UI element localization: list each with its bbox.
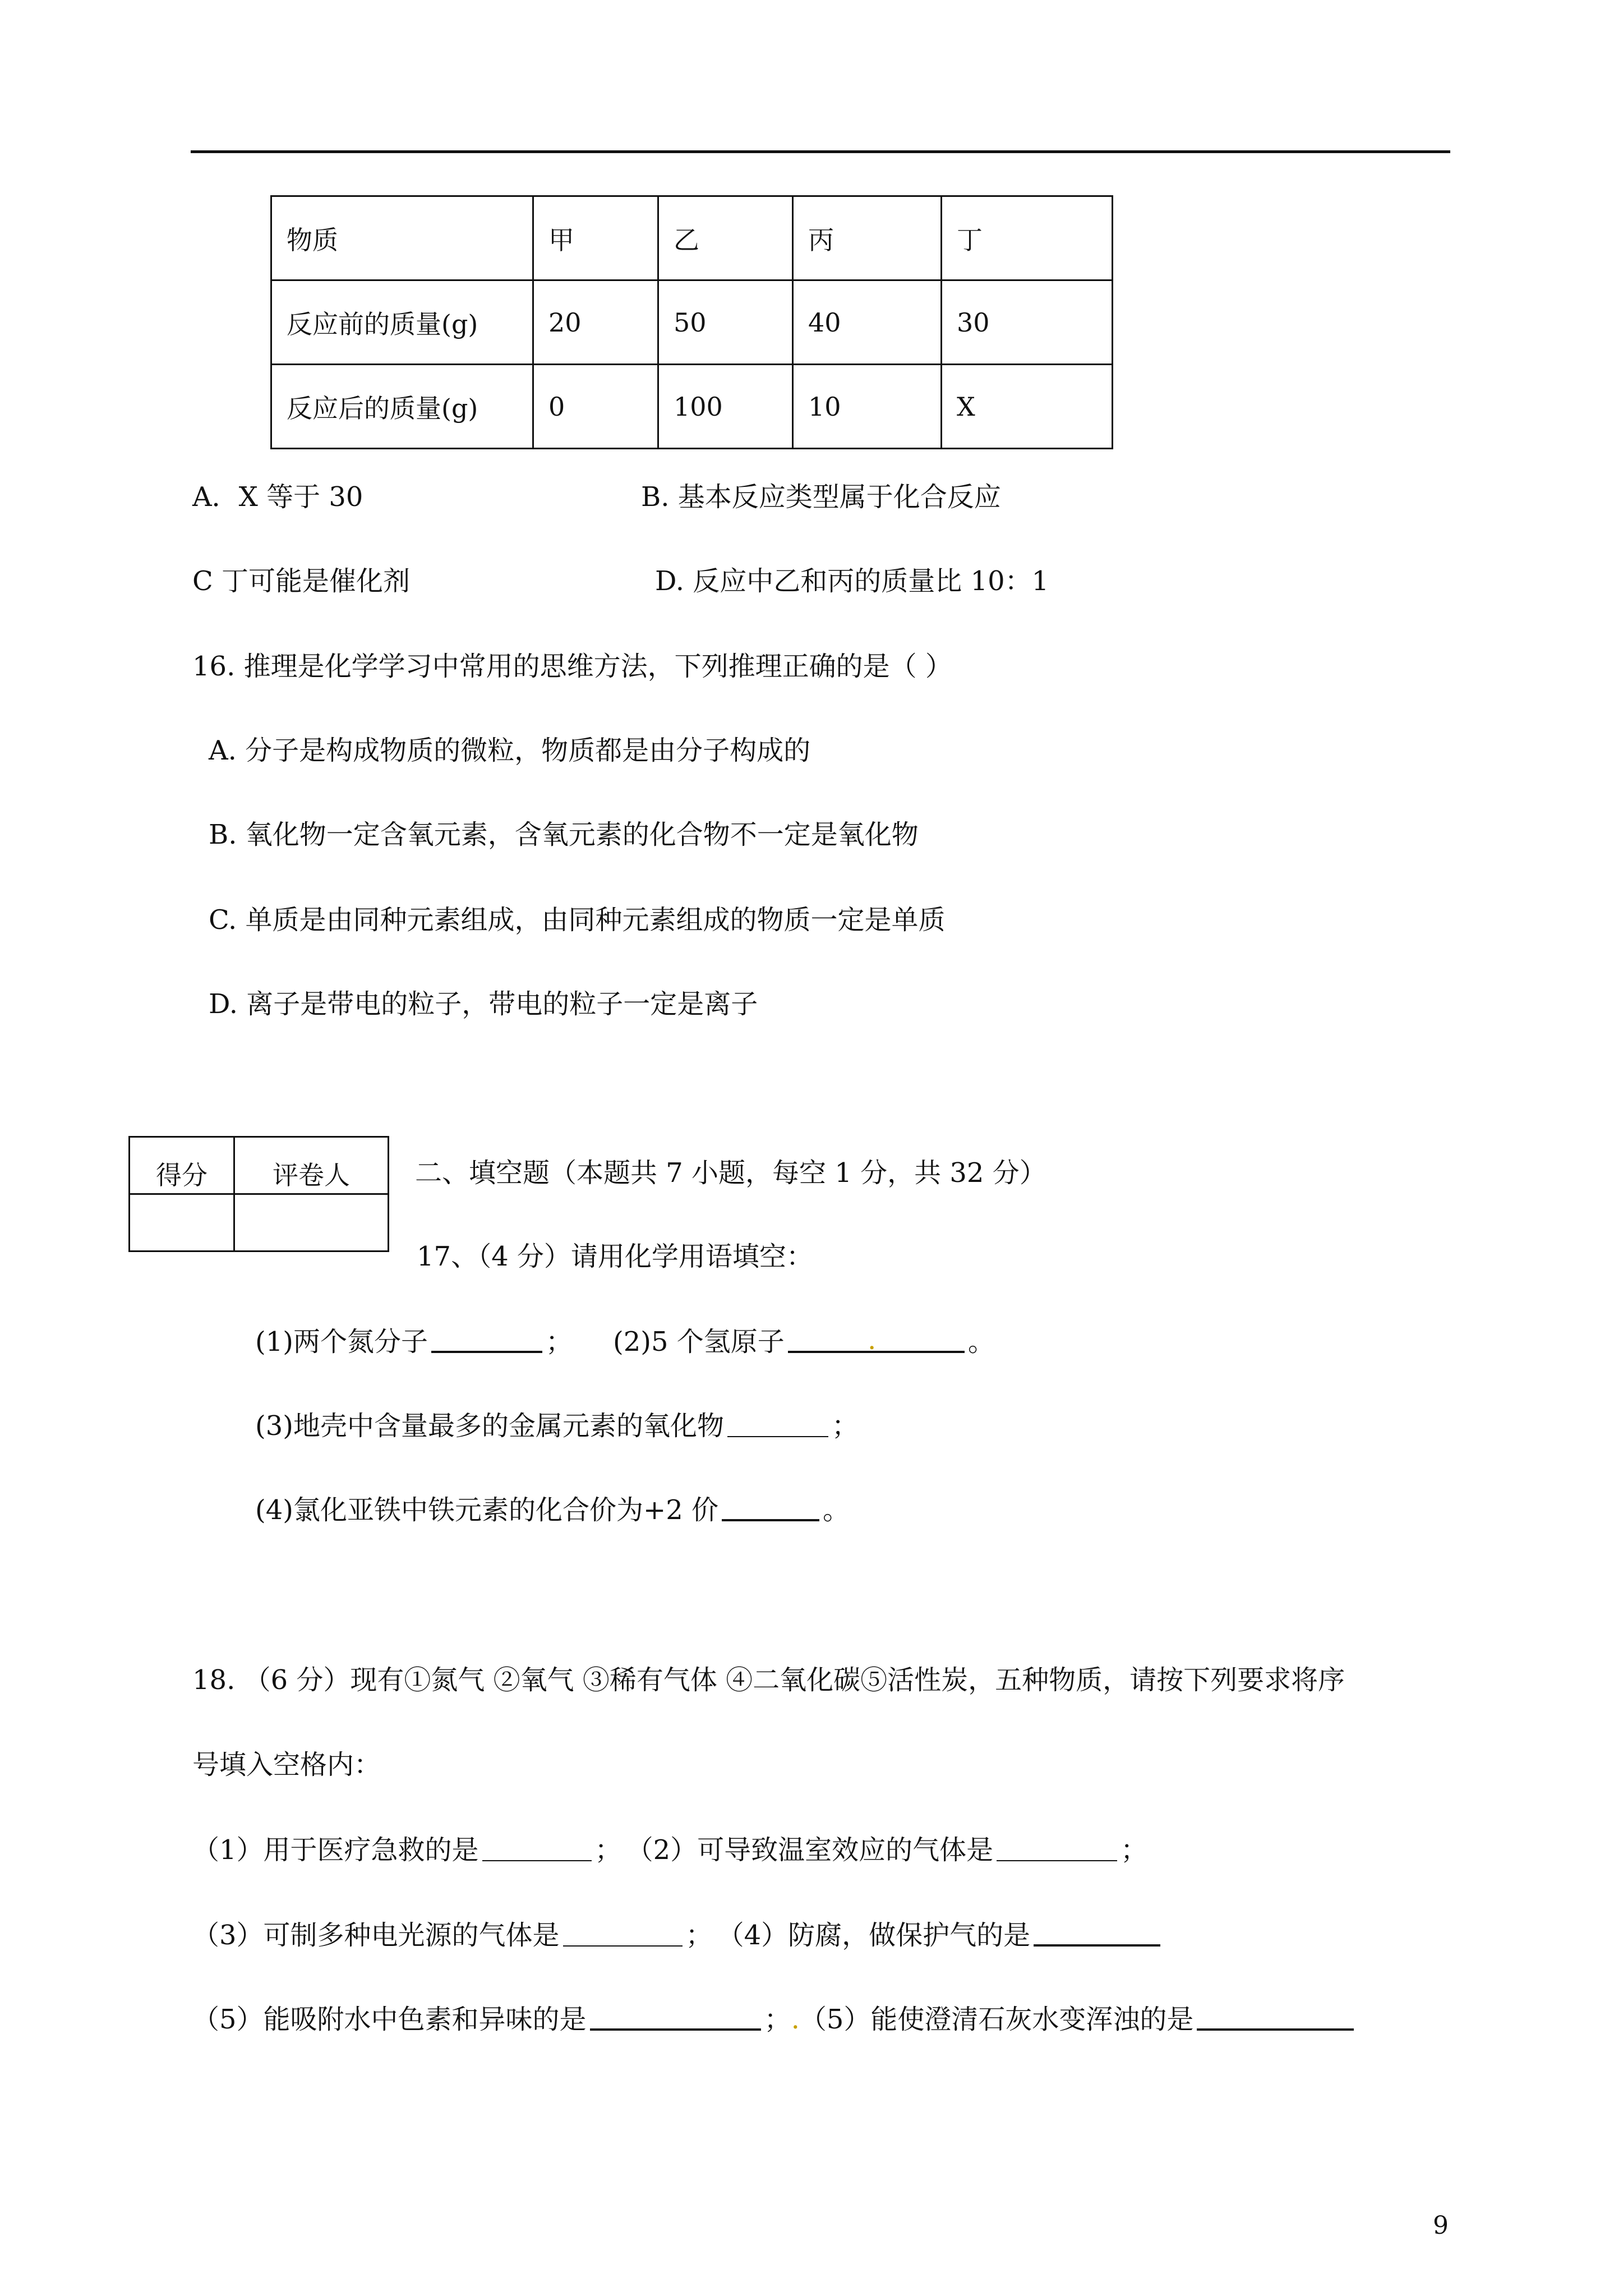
answer-blank[interactable] — [727, 1436, 828, 1437]
score-cell — [130, 1194, 234, 1251]
q18-p1-label: （1）用于医疗急救的是 — [192, 1834, 479, 1866]
q18-p4-label: （4）防腐，做保护气的是 — [717, 1920, 1031, 1951]
table-cell: 物质 — [271, 196, 533, 280]
q16-option-d: D. 离子是带电的粒子，带电的粒子一定是离子 — [209, 988, 758, 1020]
table-cell: 丙 — [793, 196, 942, 280]
table-cell: 丁 — [942, 196, 1113, 280]
score-label: 得分 — [130, 1137, 234, 1194]
q16-option-b: B. 氧化物一定含氧元素，含氧元素的化合物不一定是氧化物 — [209, 819, 919, 850]
q15-option-c: C 丁可能是催化剂 — [192, 565, 410, 597]
table-cell: 甲 — [533, 196, 658, 280]
answer-blank[interactable] — [431, 1351, 542, 1353]
section-title: 二、填空题（本题共 7 小题，每空 1 分，共 32 分） — [415, 1157, 1046, 1189]
q18-p5-end: ； — [764, 2004, 791, 2035]
stray-dot: . — [791, 2004, 800, 2035]
page-number: 9 — [1433, 2211, 1449, 2240]
table-row — [130, 1137, 389, 1194]
q18-p1-end: ； — [594, 1834, 622, 1866]
mass-table — [270, 195, 1113, 449]
table-cell: 50 — [658, 280, 793, 365]
q18-stem-line-1: 18. （6 分）现有①氮气 ②氧气 ③稀有气体 ④二氧化碳⑤活性炭，五种物质，请按下列要求将序 — [192, 1664, 1345, 1696]
stray-dot: . — [868, 1324, 877, 1356]
answer-blank[interactable] — [1197, 2028, 1354, 2031]
q16-option-a: A. 分子是构成物质的微粒，物质都是由分子构成的 — [209, 735, 811, 766]
q18-p3-end: ； — [685, 1920, 713, 1951]
table-cell: 10 — [793, 365, 942, 449]
q18-p3-label: （3）可制多种电光源的气体是 — [192, 1920, 560, 1951]
table-row — [271, 196, 1113, 280]
answer-blank[interactable] — [482, 1860, 592, 1861]
table-cell: X — [942, 365, 1113, 449]
q17-part-4 — [255, 1493, 850, 1527]
q18-stem-line-2: 号填入空格内： — [192, 1749, 381, 1780]
answer-blank[interactable] — [563, 1945, 683, 1947]
q17-stem: 17、（4 分）请用化学用语填空： — [417, 1241, 813, 1272]
answer-blank[interactable] — [997, 1860, 1117, 1861]
q17-p3-label: (3)地壳中含量最多的金属元素的氧化物 — [255, 1410, 724, 1442]
table-cell: 0 — [533, 365, 658, 449]
table-row — [271, 365, 1113, 449]
q15-option-a: A．X 等于 30 — [192, 481, 363, 513]
grader-cell — [234, 1194, 389, 1251]
table-cell: 乙 — [658, 196, 793, 280]
q18-part-1-2 — [192, 1833, 1147, 1867]
q17-p3-end: ； — [832, 1410, 859, 1442]
q18-part-5-6 — [192, 2003, 1357, 2036]
q17-part-1-2 — [255, 1325, 995, 1359]
q17-part-3 — [255, 1409, 859, 1443]
q18-p6-label: （5）能使澄清石灰水变浑浊的是 — [799, 2004, 1194, 2035]
q17-p2-end: 。 — [967, 1326, 995, 1358]
table-cell: 40 — [793, 280, 942, 365]
table-cell: 100 — [658, 365, 793, 449]
grader-label: 评卷人 — [234, 1137, 389, 1194]
table-cell: 30 — [942, 280, 1113, 365]
q17-p4-label: (4)氯化亚铁中铁元素的化合价为+2 价 — [255, 1494, 719, 1526]
q16-option-c: C. 单质是由同种元素组成，由同种元素组成的物质一定是单质 — [209, 904, 946, 936]
q17-p2-label: (2)5 个氢原子 — [613, 1326, 785, 1358]
header-rule — [191, 150, 1450, 153]
q15-option-d: D. 反应中乙和丙的质量比 10：1 — [655, 565, 1049, 597]
answer-blank[interactable] — [788, 1351, 965, 1353]
q17-p1-end: ； — [546, 1326, 573, 1358]
q18-p5-label: （5）能吸附水中色素和异味的是 — [192, 2004, 587, 2035]
answer-blank[interactable] — [1034, 1944, 1160, 1947]
answer-blank[interactable] — [590, 2028, 761, 2031]
q17-p4-end: 。 — [823, 1494, 850, 1526]
q17-p1-label: (1)两个氮分子 — [255, 1326, 428, 1358]
score-box — [128, 1136, 389, 1252]
table-cell: 反应前的质量(g) — [271, 280, 533, 365]
table-row — [271, 280, 1113, 365]
q18-part-3-4 — [192, 1918, 1164, 1952]
q15-option-b: B. 基本反应类型属于化合反应 — [641, 481, 1001, 513]
answer-blank[interactable] — [722, 1519, 819, 1521]
table-row — [130, 1194, 389, 1251]
q18-p2-label: （2）可导致温室效应的气体是 — [626, 1834, 994, 1866]
q18-p2-end: ； — [1121, 1834, 1148, 1866]
table-cell: 反应后的质量(g) — [271, 365, 533, 449]
table-cell: 20 — [533, 280, 658, 365]
q16-stem: 16. 推理是化学学习中常用的思维方法，下列推理正确的是（ ） — [192, 651, 952, 682]
